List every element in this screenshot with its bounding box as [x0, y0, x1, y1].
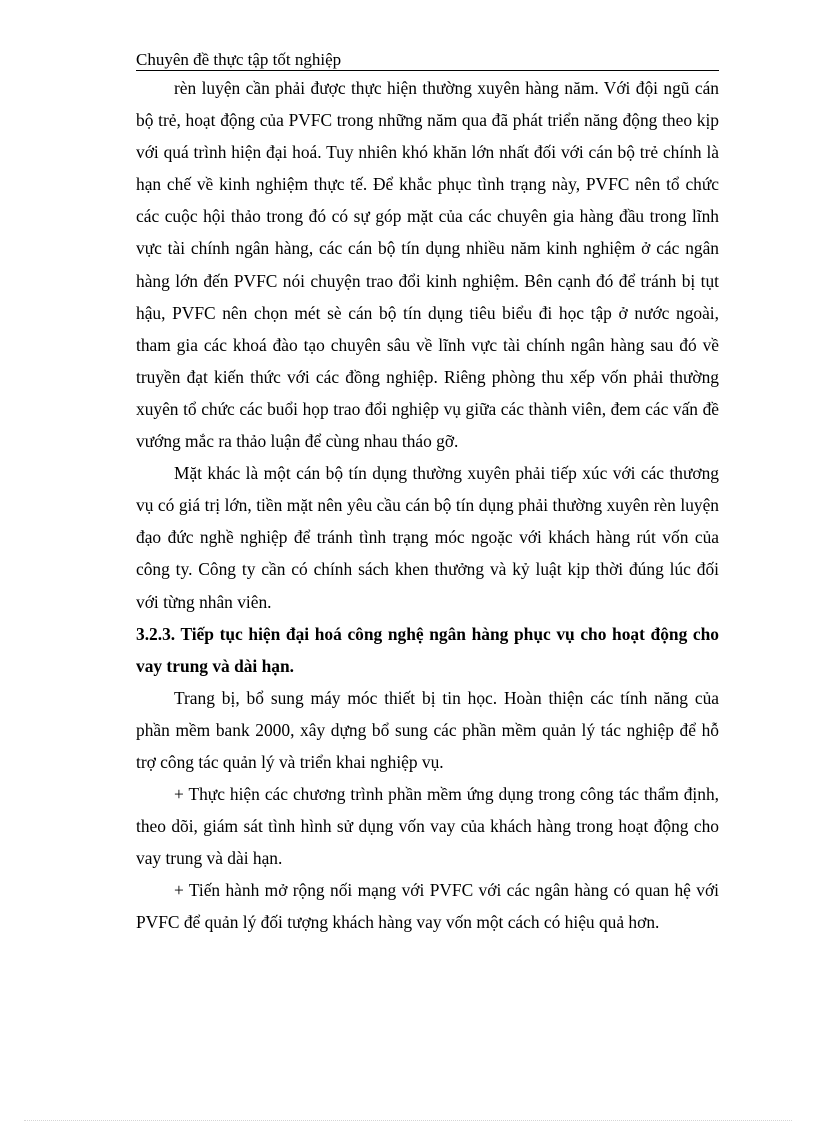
page-header [136, 50, 719, 71]
paragraph-software: + Thực hiện các chương trình phần mềm ứng dụng trong công tác thẩm định, theo dõi, giám sát tình hình sử dụng vốn vay của khách hàng trong hoạt động cho vay trung và dài hạn. [136, 784, 719, 869]
header-title: Chuyên đề thực tập tốt nghiệp [136, 50, 342, 69]
paragraph-ethics: Mặt khác là một cán bộ tín dụng thường xuyên phải tiếp xúc với các thương vụ có giá trị lớn, tiền mặt nên yêu cầu cán bộ tín dụng phải thường xuyên rèn luyện đạo đức nghề nghiệp để tránh tình trạng móc ngoặc với khách hàng rút vốn của công ty. Công ty cần có chính sách khen thưởng và kỷ luật kịp thời đúng lúc đối với từng nhân viên. [136, 463, 719, 612]
paragraph-network: + Tiến hành mở rộng nối mạng với PVFC với các ngân hàng có quan hệ với PVFC để quản lý đối tượng khách hàng vay vốn một cách có hiệu quả hơn. [136, 880, 719, 933]
paragraph-equipment: Trang bị, bổ sung máy móc thiết bị tin học. Hoàn thiện các tính năng của phần mềm bank 2000, xây dựng bổ sung các phần mềm quản lý tác nghiệp để hỗ trợ công tác quản lý và triển khai nghiệp vụ. [136, 687, 719, 772]
section-heading: 3.2.3. Tiếp tục hiện đại hoá công nghệ ngân hàng phục vụ cho hoạt động cho vay trung và dài hạn. [136, 623, 719, 676]
document-body [136, 72, 719, 939]
paragraph-training-continuation: rèn luyện cần phải được thực hiện thường xuyên hàng năm. Với đội ngũ cán bộ trẻ, hoạt động của PVFC trong những năm qua đã phát triển năng động theo kịp với quá trình hiện đại hoá. Tuy nhiên khó khăn lớn nhất đối với cán bộ trẻ chính là hạn chế về kinh nghiệm thực tế. Để khắc phục tình trạng này, PVFC nên tổ chức các cuộc hội thảo trong đó có sự góp mặt của các chuyên gia hàng đầu trong lĩnh vực tài chính ngân hàng, các cán bộ tín dụng nhiều năm kinh nghiệm ở các ngân hàng lớn đến PVFC nói chuyện trao đổi kinh nghiệm. Bên cạnh đó để tránh bị tụt hậu, PVFC nên chọn mét sè cán bộ tín dụng tiêu biểu đi học tập ở nước ngoài, tham gia các khoá đào tạo chuyên sâu về lĩnh vực tài chính ngân hàng sau đó về truyền đạt kiến thức với các đồng nghiệp. Riêng phòng thu xếp vốn phải thường xuyên tổ chức các buổi họp trao đổi nghiệp vụ giữa các thành viên, đem các vấn đề vướng mắc ra thảo luận để cùng nhau tháo gỡ. [136, 78, 719, 452]
page-bottom-rule [24, 1120, 792, 1121]
